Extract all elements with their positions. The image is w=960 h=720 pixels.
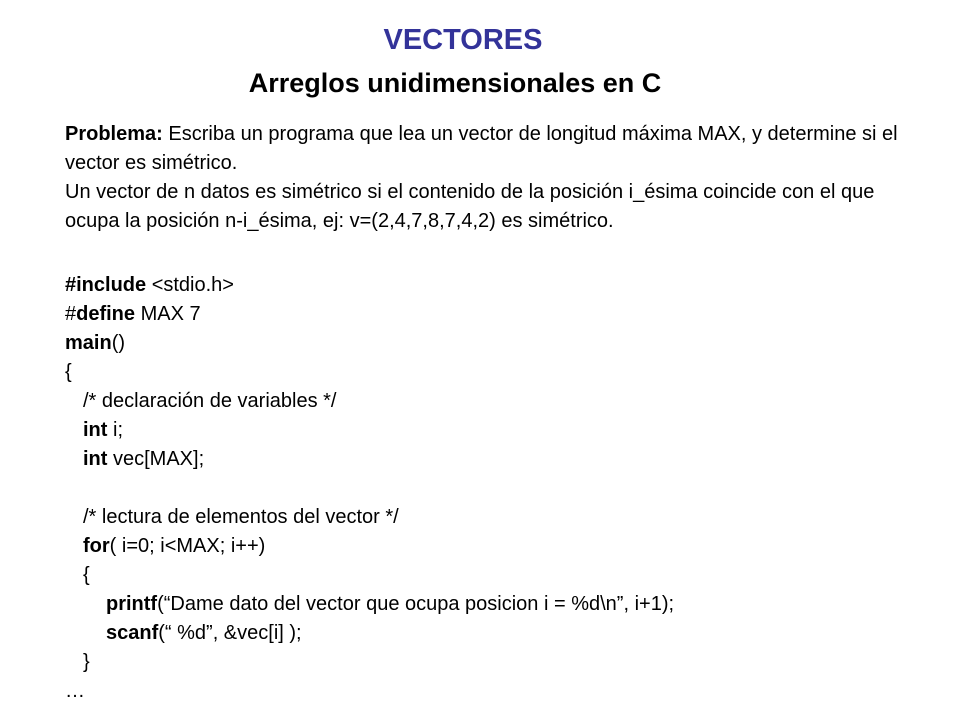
code-keyword: printf bbox=[106, 593, 158, 615]
code-line-ellipsis: … bbox=[65, 680, 85, 702]
code-keyword: #include bbox=[65, 274, 147, 296]
code-text: vec[MAX]; bbox=[107, 448, 205, 470]
code-keyword: define bbox=[76, 303, 136, 325]
code-line-printf bbox=[65, 590, 925, 619]
code-keyword: int bbox=[83, 448, 108, 470]
problem-label: Problema: bbox=[65, 123, 163, 145]
code-line-int-i bbox=[65, 416, 925, 445]
code-line-int-vec bbox=[65, 445, 925, 474]
code-line-blank bbox=[65, 474, 925, 503]
problem-statement bbox=[65, 120, 925, 236]
code-text: MAX 7 bbox=[135, 303, 201, 325]
slide-title: VECTORES bbox=[383, 24, 543, 56]
code-line-for-close-brace: } bbox=[83, 651, 90, 673]
problem-text: Escriba un programa que lea un vector de longitud máxima MAX, y determine si el vector es simétrico. bbox=[65, 123, 898, 174]
code-keyword: for bbox=[83, 535, 110, 557]
code-line-main bbox=[65, 329, 925, 358]
code-text: (“ %d”, &vec[i] ); bbox=[158, 622, 302, 644]
code-block bbox=[65, 271, 925, 706]
code-line-include bbox=[65, 271, 925, 300]
code-keyword: int bbox=[83, 419, 108, 441]
slide-subtitle: Arreglos unidimensionales en C bbox=[248, 68, 662, 98]
code-keyword: scanf bbox=[106, 622, 159, 644]
code-line-for-open-brace: { bbox=[83, 564, 90, 586]
code-comment: /* declaración de variables */ bbox=[83, 390, 337, 412]
problem-paragraph bbox=[65, 120, 925, 178]
code-text: (“Dame dato del vector que ocupa posicion i = %d\n”, i+1); bbox=[157, 593, 675, 615]
symmetry-definition: Un vector de n datos es simétrico si el contenido de la posición i_ésima coincide con el que ocupa la posición n-i_ésima, ej: v=(2,4,7,8,7,4,2) es simétrico. bbox=[65, 181, 875, 232]
code-text: ( i=0; i<MAX; i++) bbox=[109, 535, 266, 557]
code-text: () bbox=[111, 332, 126, 354]
code-keyword: main bbox=[65, 332, 112, 354]
code-text: i; bbox=[107, 419, 123, 441]
code-line-open-brace: { bbox=[65, 361, 72, 383]
code-comment: /* lectura de elementos del vector */ bbox=[83, 506, 399, 528]
code-text: # bbox=[65, 303, 77, 325]
code-line-scanf bbox=[65, 619, 925, 648]
code-line-define bbox=[65, 300, 925, 329]
code-line-for bbox=[65, 532, 925, 561]
code-text: <stdio.h> bbox=[146, 274, 234, 296]
